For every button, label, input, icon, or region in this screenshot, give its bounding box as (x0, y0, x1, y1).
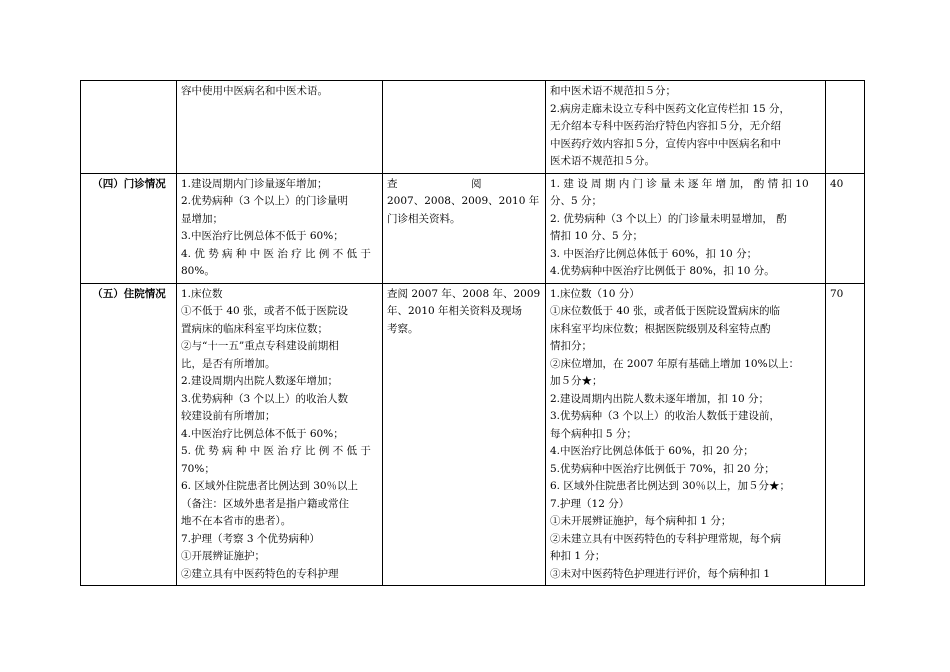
cell-text-line: 2. 优势病种（3 个以上）的门诊量未明显增加， 酌 (550, 212, 787, 225)
cell-text-line: ①未开展辨证施护，每个病种扣 1 分； (550, 515, 732, 527)
cell-text-line: ②建立具有中医药特色的专科护理 (181, 567, 339, 580)
scoring-cell (546, 173, 826, 283)
points-cell (826, 283, 865, 586)
method-cell (383, 283, 546, 586)
cell-text-line: 6. 区域外住院患者比例达到 30％以上，加５分★； (550, 480, 791, 492)
category-label: （五）住院情况 (92, 287, 166, 300)
cell-text-line: 2.优势病种（3 个以上）的门诊量明 (181, 195, 349, 207)
cell-text-line: 2.病房走廊未设立专科中医药文化宣传栏扣 15 分， (550, 102, 791, 115)
cell-text-line: ①开展辨证施护； (181, 550, 265, 562)
cell-text-line: 5.优势病种中医治疗比例低于 70%，扣 20 分； (550, 462, 775, 475)
table-row (81, 81, 865, 174)
cell-text-line: 年、2010 年相关资料及现场 (387, 305, 523, 317)
standard-cell (177, 173, 383, 283)
cell-text-line: 3.优势病种（3 个以上）的收治人数 (181, 392, 349, 405)
cell-text-line: 考察。 (387, 322, 419, 335)
cell-text-line: 每个病种扣 5 分； (550, 427, 637, 440)
cell-text-line: 地不在本省市的患者）。 (181, 515, 292, 527)
cell-text-line: 70%； (181, 462, 215, 475)
cell-text-line: 3.中医治疗比例总体不低于 60%； (181, 230, 344, 242)
evaluation-table (80, 80, 865, 586)
cell-text-line: 显增加； (181, 212, 223, 225)
cell-text-line: ③未对中医药特色护理进行评价，每个病种扣 1 (550, 567, 771, 580)
category-cell (81, 81, 177, 174)
cell-text-line: ②床位增加，在 2007 年原有基础上增加 10%以上： (550, 357, 800, 370)
cell-text-line: 和中医术语不规范扣５分； (550, 85, 676, 97)
cell-text-line: 无介绍本专科中医药治疗特色内容扣５分，无介绍 (550, 120, 781, 132)
cell-text-line: 种扣 1 分； (550, 550, 606, 562)
cell-text-line: 3. 中医治疗比例总体低于 60%，扣 10 分； (550, 247, 758, 260)
cell-text-line: 分、5 分； (550, 195, 603, 207)
cell-text-line: 5. 优 势 病 种 中 医 治 疗 比 例 不 低 于 (181, 445, 371, 457)
standard-cell (177, 81, 383, 174)
table-row (81, 173, 865, 283)
cell-text-line: 中医药疗效内容扣５分，宣传内容中中医病名和中 (550, 137, 781, 150)
cell-text-line: 1.建设周期内门诊量逐年增加； (181, 177, 328, 190)
cell-text-line: 加５分★； (550, 375, 603, 387)
cell-text-line: 7.护理（12 分） (550, 497, 630, 510)
cell-text-line: ②与“十一五”重点专科建设前期相 (181, 340, 339, 352)
standard-cell (177, 283, 383, 586)
cell-text-line: 4. 优 势 病 种 中 医 治 疗 比 例 不 低 于 (181, 247, 371, 260)
method-cell (383, 81, 546, 174)
cell-text-line: ①不低于 40 张，或者不低于医院设 (181, 305, 349, 317)
cell-text-line: 4.中医治疗比例总体不低于 60%； (181, 427, 344, 440)
cell-text-line: 1.床位数（10 分） (550, 287, 640, 300)
points-value: 70 (830, 287, 844, 300)
scoring-cell (546, 81, 826, 174)
cell-text-line: 医术语不规范扣５分。 (550, 155, 655, 167)
cell-text-line: ①床位数低于 40 张，或者低于医院设置病床的临 (550, 305, 781, 317)
cell-text-line: 比，是否有所增加。 (181, 357, 276, 370)
scoring-cell (546, 283, 826, 586)
cell-text-line: 较建设前有所增加； (181, 410, 276, 422)
cell-text-line: 2.建设周期内出院人数未逐年增加，扣 10 分； (550, 392, 770, 405)
cell-text-line: 4.优势病种中医治疗比例低于 80%，扣 10 分。 (550, 265, 775, 277)
cell-text-line: ②未建立具有中医药特色的专科护理常规，每个病 (550, 532, 781, 545)
category-cell (81, 173, 177, 283)
cell-text-line: 2.建设周期内出院人数逐年增加； (181, 375, 339, 387)
points-cell (826, 173, 865, 283)
cell-text-line: 4.中医治疗比例总体低于 60%，扣 20 分； (550, 445, 754, 457)
table-row (81, 283, 865, 586)
cell-text-line: 2007、2008、2009、2010 年 (387, 195, 540, 207)
points-cell (826, 81, 865, 174)
cell-text-line: 置病床的临床科室平均床位数； (181, 322, 328, 335)
cell-text-line: 3.优势病种（3 个以上）的收治人数低于建设前， (550, 410, 781, 422)
category-label: （四）门诊情况 (92, 177, 166, 190)
cell-text-line: 情扣分； (550, 340, 592, 352)
method-cell (383, 173, 546, 283)
cell-text-line: 7.护理（考察 3 个优势病种） (181, 532, 320, 545)
cell-text-line: 查 阅 (387, 177, 482, 190)
cell-text-line: 1.床位数 (181, 287, 223, 300)
category-cell (81, 283, 177, 586)
cell-text-line: （备注：区域外患者是指户籍或常住 (181, 497, 349, 510)
cell-text-line: 6. 区域外住院患者比例达到 30％以上 (181, 480, 359, 492)
cell-text-line: 80%。 (181, 265, 215, 277)
cell-text-line: 1. 建 设 周 期 内 门 诊 量 未 逐 年 增 加， 酌 情 扣 10 (550, 177, 809, 190)
cell-text-line: 查阅 2007 年、2008 年、2009 (387, 287, 541, 300)
points-value: 40 (830, 177, 844, 190)
cell-text-line: 门诊相关资料。 (387, 212, 461, 225)
evaluation-table-body (81, 81, 865, 586)
cell-text-line: 情扣 10 分、5 分； (550, 230, 644, 242)
cell-text-line: 床科室平均床位数；根据医院级别及科室特点酌 (550, 322, 771, 335)
cell-text-line: 容中使用中医病名和中医术语。 (181, 85, 328, 97)
